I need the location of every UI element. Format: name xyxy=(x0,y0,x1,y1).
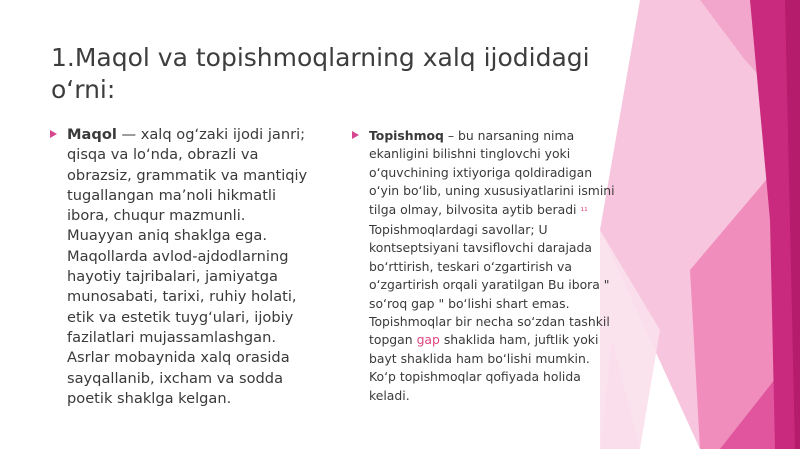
highlighted-word-gap: gap xyxy=(416,332,440,348)
topishmoq-definition-part3: shaklida ham, juftlik yoki bayt shaklida ham bo‘lishi mumkin. Ko‘p topishmoqlar qofiyada holida keladi. xyxy=(369,332,599,403)
bullet-item-topishmoq xyxy=(352,127,617,405)
bullet-arrow-icon xyxy=(352,131,359,139)
bullet-item-maqol xyxy=(50,125,312,409)
term-topishmoq: Topishmoq xyxy=(369,128,444,143)
maqol-paragraph xyxy=(67,125,312,409)
footnote-mark: ¹¹ xyxy=(580,206,588,217)
topishmoq-definition-part1: – bu narsaning nima ekanligini bilishni tinglovchi yoki o‘quvchining ixtiyoriga qoldiradigan o‘yin bo‘lib, uning xususiyatlarini ismini tilga olmay, bilvosita aytib beradi xyxy=(369,128,615,217)
bullet-arrow-icon xyxy=(50,130,57,138)
right-column xyxy=(352,127,617,405)
topishmoq-paragraph xyxy=(369,127,617,405)
left-column xyxy=(50,125,312,409)
term-maqol: Maqol xyxy=(67,126,117,143)
slide-title: 1.Maqol va topishmoqlarning xalq ijodidagi o‘rni: xyxy=(51,43,590,104)
topishmoq-definition-part2: Topishmoqlardagi savollar; U kontseptsiyani tavsiflovchi darajada bo‘rttirish, teskari o‘zgartirish va o‘zgartirish orqali yaratilgan Bu ibora " so‘roq gap " bo‘lishi shart emas. Topishmoqlar bir necha so‘zdan tashkil topgan xyxy=(369,222,610,348)
maqol-definition: — xalq og‘zaki ijodi janri; qisqa va lo‘nda, obrazli va obrazsiz, grammatik va mantiqiy tugallangan ma’noli hikmatli ibora, chuqur mazmunli. Muayyan aniq shaklga ega. Maqollarda avlod-ajdodlarning hayotiy tajribalari, jamiyatga munosabati, tarixi, ruhiy holati, etik va estetik tuyg‘ulari, ijobiy fazilatlari mujassamlashgan. Asrlar mobaynida xalq orasida sayqallanib, ixcham va sodda poetik shaklga kelgan. xyxy=(67,126,308,407)
